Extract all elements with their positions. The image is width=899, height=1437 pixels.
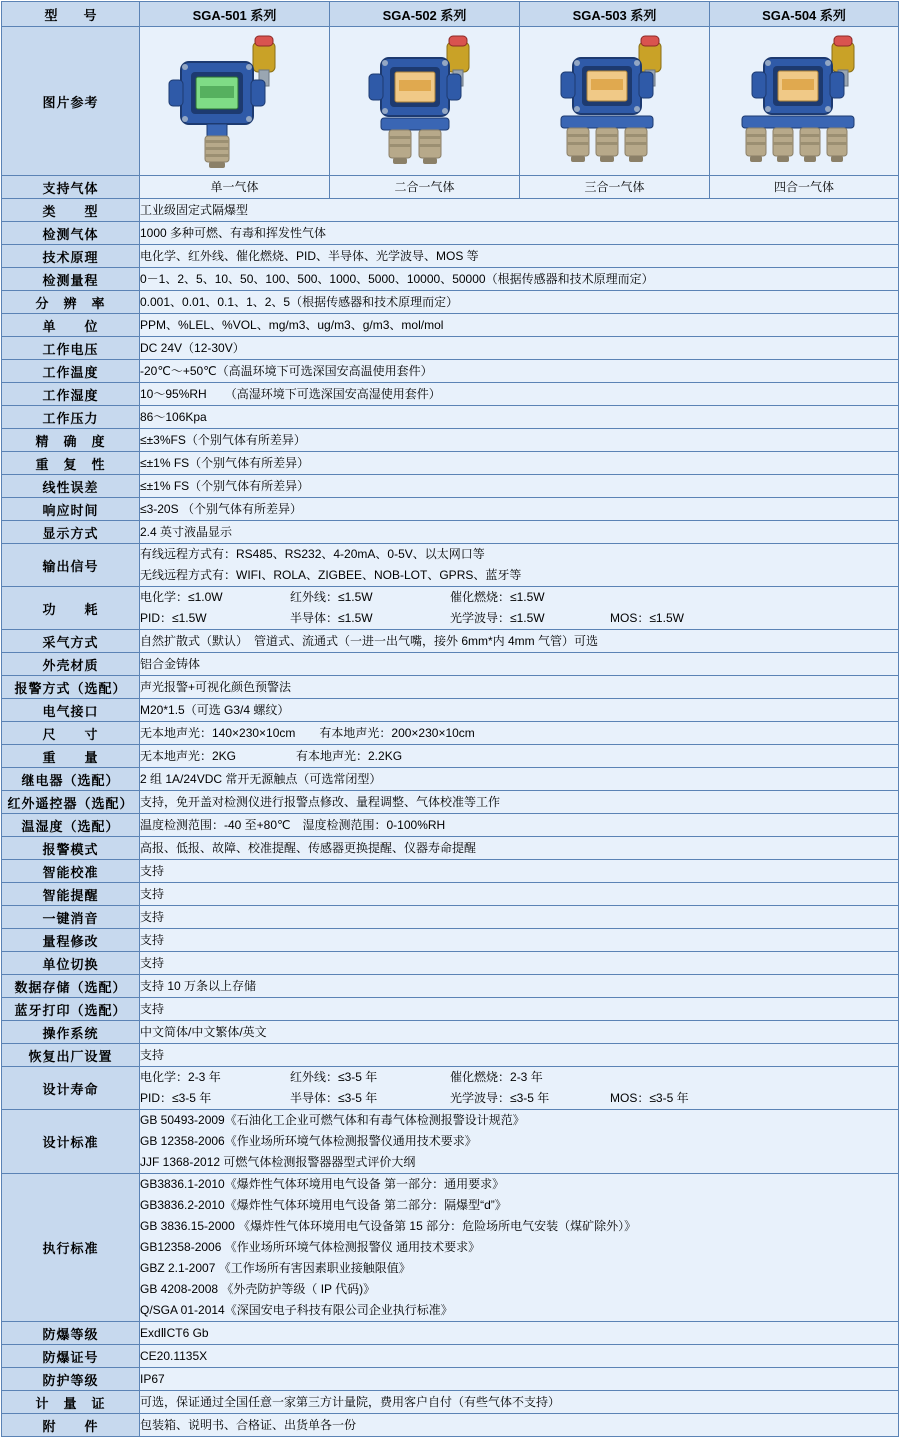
table-row-unit xyxy=(2,314,899,337)
table-row-range xyxy=(2,268,899,291)
row-label-output-signal: 输出信号 xyxy=(2,544,140,587)
row-label-image-reference: 图片参考 xyxy=(2,27,140,176)
row-value-ex-rating: ExdⅡCT6 Gb xyxy=(140,1322,899,1345)
row-label-ip-rating: 防护等级 xyxy=(2,1368,140,1391)
device-image-cell-2 xyxy=(330,27,520,176)
exec-standard-line-6: GB 4208-2008 《外壳防护等级（ IP 代码)》 xyxy=(140,1282,376,1296)
row-value-ip-rating: IP67 xyxy=(140,1368,899,1391)
row-label-design-standard: 设计标准 xyxy=(2,1110,140,1174)
row-value-bluetooth-print: 支持 xyxy=(140,998,899,1021)
table-row-type xyxy=(2,199,899,222)
table-row-response-time xyxy=(2,498,899,521)
table-row-relay xyxy=(2,768,899,791)
row-label-bluetooth-print: 蓝牙打印（选配） xyxy=(2,998,140,1021)
table-row-ex-rating xyxy=(2,1322,899,1345)
row-value-smart-calibration: 支持 xyxy=(140,860,899,883)
table-row-alarm-modes xyxy=(2,837,899,860)
exec-standard-line-1: GB3836.1-2010《爆炸性气体环境用电气设备 第一部分：通用要求》 xyxy=(140,1177,505,1191)
device-image-cell-1 xyxy=(140,27,330,176)
row-value-response-time: ≤3-20S （个别气体有所差异） xyxy=(140,498,899,521)
output-signal-wireless: 无线远程方式有：WIFI、ROLA、ZIGBEE、NOB-LOT、GPRS、蓝牙等 xyxy=(140,568,522,582)
row-label-pressure: 工作压力 xyxy=(2,406,140,429)
row-label-humidity: 工作湿度 xyxy=(2,383,140,406)
table-row-detect-gas xyxy=(2,222,899,245)
row-label-unit: 单 位 xyxy=(2,314,140,337)
table-row-bluetooth-print xyxy=(2,998,899,1021)
row-value-data-storage: 支持 10 万条以上存储 xyxy=(140,975,899,998)
row-value-range: 0－1、2、5、10、50、100、500、1000、5000、10000、50000（根据传感器和技术原理而定） xyxy=(140,268,899,291)
row-label-accessories: 附 件 xyxy=(2,1414,140,1437)
table-row-temperature xyxy=(2,360,899,383)
row-label-metrology-cert: 计 量 证 xyxy=(2,1391,140,1414)
table-row-temp-humidity-option xyxy=(2,814,899,837)
row-label-exec-standard: 执行标准 xyxy=(2,1174,140,1322)
row-value-relay: 2 组 1A/24VDC 常开无源触点（可选常闭型） xyxy=(140,768,899,791)
row-value-unit-switch: 支持 xyxy=(140,952,899,975)
row-label-unit-switch: 单位切换 xyxy=(2,952,140,975)
row-label-one-key-mute: 一键消音 xyxy=(2,906,140,929)
table-row-repeatability xyxy=(2,452,899,475)
row-value-power xyxy=(140,587,899,630)
row-label-accuracy: 精 确 度 xyxy=(2,429,140,452)
row-value-dimensions: 无本地声光：140×230×10cm 有本地声光：200×230×10cm xyxy=(140,722,899,745)
row-label-power: 功 耗 xyxy=(2,587,140,630)
table-row-dimensions xyxy=(2,722,899,745)
row-value-accessories: 包装箱、说明书、合格证、出货单各一份 xyxy=(140,1414,899,1437)
row-value-range-modify: 支持 xyxy=(140,929,899,952)
row-label-ex-cert: 防爆证号 xyxy=(2,1345,140,1368)
row-value-ir-remote: 支持，免开盖对检测仪进行报警点修改、量程调整、气体校准等工作 xyxy=(140,791,899,814)
gas-support-1: 单一气体 xyxy=(140,176,330,199)
row-label-model: 型 号 xyxy=(2,2,140,27)
model-502: SGA-502 系列 xyxy=(330,2,520,27)
design-standard-line-3: JJF 1368-2012 可燃气体检测报警器器型式评价大纲 xyxy=(140,1155,416,1169)
lifetime-optical-waveguide: 光学波导：≤3-5 年 xyxy=(450,1091,550,1105)
row-value-lifetime xyxy=(140,1067,899,1110)
row-value-detect-gas: 1000 多种可燃、有毒和挥发性气体 xyxy=(140,222,899,245)
table-row-sampling xyxy=(2,630,899,653)
row-value-temperature: -20℃～+50℃（高温环境下可选深国安高温使用套件） xyxy=(140,360,899,383)
table-row-pressure xyxy=(2,406,899,429)
exec-standard-line-3: GB 3836.15-2000 《爆炸性气体环境用电气设备第 15 部分：危险场所电气安装（煤矿除外）》 xyxy=(140,1219,637,1233)
power-catalytic: 催化燃烧：≤1.5W xyxy=(450,590,545,604)
row-value-shell-material: 铝合金铸体 xyxy=(140,653,899,676)
device-image-cell-3 xyxy=(520,27,710,176)
lifetime-echem: 电化学：2-3 年 xyxy=(140,1070,221,1084)
table-row-smart-reminder xyxy=(2,883,899,906)
row-label-resolution: 分 辨 率 xyxy=(2,291,140,314)
row-label-gas-support: 支持气体 xyxy=(2,176,140,199)
table-row-alarm-mode-option xyxy=(2,676,899,699)
model-503: SGA-503 系列 xyxy=(520,2,710,27)
row-value-display: 2.4 英寸液晶显示 xyxy=(140,521,899,544)
row-value-alarm-mode-option: 声光报警+可视化颜色预警法 xyxy=(140,676,899,699)
row-label-detect-gas: 检测气体 xyxy=(2,222,140,245)
row-label-smart-calibration: 智能校准 xyxy=(2,860,140,883)
row-value-pressure: 86～106Kpa xyxy=(140,406,899,429)
power-mos: MOS：≤1.5W xyxy=(610,611,684,625)
row-value-accuracy: ≤±3%FS（个别气体有所差异） xyxy=(140,429,899,452)
row-value-smart-reminder: 支持 xyxy=(140,883,899,906)
detector-3-probe-icon xyxy=(527,28,703,174)
row-label-alarm-modes: 报警模式 xyxy=(2,837,140,860)
table-row-one-key-mute xyxy=(2,906,899,929)
row-value-linearity: ≤±1% FS（个别气体有所差异） xyxy=(140,475,899,498)
table-row-voltage xyxy=(2,337,899,360)
table-row-weight xyxy=(2,745,899,768)
exec-standard-line-5: GBZ 2.1-2007 《工作场所有害因素职业接触限值》 xyxy=(140,1261,411,1275)
table-row-principle xyxy=(2,245,899,268)
row-label-os: 操作系统 xyxy=(2,1021,140,1044)
lifetime-pid: PID：≤3-5 年 xyxy=(140,1091,212,1105)
table-row-accuracy xyxy=(2,429,899,452)
row-value-factory-reset: 支持 xyxy=(140,1044,899,1067)
table-row-unit-switch xyxy=(2,952,899,975)
row-label-type: 类 型 xyxy=(2,199,140,222)
table-row-ex-cert xyxy=(2,1345,899,1368)
table-row-shell-material xyxy=(2,653,899,676)
lifetime-infrared: 红外线：≤3-5 年 xyxy=(290,1070,378,1084)
row-label-temp-humidity-option: 温湿度（选配） xyxy=(2,814,140,837)
design-standard-line-2: GB 12358-2006《作业场所环境气体检测报警仪通用技术要求》 xyxy=(140,1134,477,1148)
table-row-model-header xyxy=(2,2,899,27)
row-value-output-signal xyxy=(140,544,899,587)
row-label-weight: 重 量 xyxy=(2,745,140,768)
table-row-design-standard xyxy=(2,1110,899,1174)
table-row-humidity xyxy=(2,383,899,406)
power-semiconductor: 半导体：≤1.5W xyxy=(290,611,373,625)
row-label-voltage: 工作电压 xyxy=(2,337,140,360)
row-value-type: 工业级固定式隔爆型 xyxy=(140,199,899,222)
power-pid: PID：≤1.5W xyxy=(140,611,207,625)
row-label-range-modify: 量程修改 xyxy=(2,929,140,952)
row-value-alarm-modes: 高报、低报、故障、校准提醒、传感器更换提醒、仪器寿命提醒 xyxy=(140,837,899,860)
design-standard-line-1: GB 50493-2009《石油化工企业可燃气体和有毒气体检测报警设计规范》 xyxy=(140,1113,525,1127)
power-echem: 电化学：≤1.0W xyxy=(140,590,223,604)
row-value-sampling: 自然扩散式（默认） 管道式、流通式（一进一出气嘴，接外 6mm*内 4mm 气管）可选 xyxy=(140,630,899,653)
row-value-design-standard xyxy=(140,1110,899,1174)
model-501: SGA-501 系列 xyxy=(140,2,330,27)
row-label-relay: 继电器（选配） xyxy=(2,768,140,791)
table-row-range-modify xyxy=(2,929,899,952)
row-label-electrical-interface: 电气接口 xyxy=(2,699,140,722)
lifetime-catalytic: 催化燃烧：2-3 年 xyxy=(450,1070,543,1084)
row-label-ex-rating: 防爆等级 xyxy=(2,1322,140,1345)
row-value-resolution: 0.001、0.01、0.1、1、2、5（根据传感器和技术原理而定） xyxy=(140,291,899,314)
table-row-factory-reset xyxy=(2,1044,899,1067)
row-value-os: 中文简体/中文繁体/英文 xyxy=(140,1021,899,1044)
table-row-lifetime xyxy=(2,1067,899,1110)
table-row-electrical-interface xyxy=(2,699,899,722)
table-row-gas-support xyxy=(2,176,899,199)
table-row-resolution xyxy=(2,291,899,314)
table-row-ir-remote xyxy=(2,791,899,814)
table-row-ip-rating xyxy=(2,1368,899,1391)
row-label-principle: 技术原理 xyxy=(2,245,140,268)
row-label-range: 检测量程 xyxy=(2,268,140,291)
row-label-smart-reminder: 智能提醒 xyxy=(2,883,140,906)
row-value-repeatability: ≤±1% FS（个别气体有所差异） xyxy=(140,452,899,475)
exec-standard-line-7: Q/SGA 01-2014《深国安电子科技有限公司企业执行标准》 xyxy=(140,1303,453,1317)
row-label-ir-remote: 红外遥控器（选配） xyxy=(2,791,140,814)
power-infrared: 红外线：≤1.5W xyxy=(290,590,373,604)
row-value-one-key-mute: 支持 xyxy=(140,906,899,929)
row-value-metrology-cert: 可选，保证通过全国任意一家第三方计量院，费用客户自付（有些气体不支持） xyxy=(140,1391,899,1414)
gas-support-4: 四合一气体 xyxy=(710,176,899,199)
model-504: SGA-504 系列 xyxy=(710,2,899,27)
row-label-dimensions: 尺 寸 xyxy=(2,722,140,745)
row-label-repeatability: 重 复 性 xyxy=(2,452,140,475)
specification-table xyxy=(1,1,899,1437)
gas-support-2: 二合一气体 xyxy=(330,176,520,199)
detector-4-probe-icon xyxy=(716,28,892,174)
exec-standard-line-2: GB3836.2-2010《爆炸性气体环境用电气设备 第二部分：隔爆型“d”》 xyxy=(140,1198,507,1212)
spec-sheet-page xyxy=(0,1,899,1434)
row-value-humidity: 10～95%RH （高湿环境下可选深国安高湿使用套件） xyxy=(140,383,899,406)
row-label-lifetime: 设计寿命 xyxy=(2,1067,140,1110)
table-row-display xyxy=(2,521,899,544)
table-row-smart-calibration xyxy=(2,860,899,883)
exec-standard-line-4: GB12358-2006 《作业场所环境气体检测报警仪 通用技术要求》 xyxy=(140,1240,481,1254)
row-value-exec-standard xyxy=(140,1174,899,1322)
row-label-temperature: 工作温度 xyxy=(2,360,140,383)
detector-1-probe-icon xyxy=(147,28,323,174)
table-row-exec-standard xyxy=(2,1174,899,1322)
row-value-temp-humidity-option: 温度检测范围：-40 至+80℃ 湿度检测范围：0-100%RH xyxy=(140,814,899,837)
gas-support-3: 三合一气体 xyxy=(520,176,710,199)
row-value-voltage: DC 24V（12-30V） xyxy=(140,337,899,360)
output-signal-wired: 有线远程方式有：RS485、RS232、4-20mA、0-5V、以太网口等 xyxy=(140,547,485,561)
table-row-accessories xyxy=(2,1414,899,1437)
row-value-unit: PPM、%LEL、%VOL、mg/m3、ug/m3、g/m3、mol/mol xyxy=(140,314,899,337)
power-optical-waveguide: 光学波导：≤1.5W xyxy=(450,611,545,625)
row-value-weight: 无本地声光：2KG 有本地声光：2.2KG xyxy=(140,745,899,768)
row-value-principle: 电化学、红外线、催化燃烧、PID、半导体、光学波导、MOS 等 xyxy=(140,245,899,268)
row-label-alarm-mode-option: 报警方式（选配） xyxy=(2,676,140,699)
row-label-factory-reset: 恢复出厂设置 xyxy=(2,1044,140,1067)
row-label-sampling: 采气方式 xyxy=(2,630,140,653)
device-image-cell-4 xyxy=(710,27,899,176)
table-row-os xyxy=(2,1021,899,1044)
row-label-response-time: 响应时间 xyxy=(2,498,140,521)
row-label-data-storage: 数据存储（选配） xyxy=(2,975,140,998)
detector-2-probe-icon xyxy=(337,28,513,174)
table-row-metrology-cert xyxy=(2,1391,899,1414)
row-label-display: 显示方式 xyxy=(2,521,140,544)
table-row-images xyxy=(2,27,899,176)
table-row-output-signal xyxy=(2,544,899,587)
lifetime-mos: MOS：≤3-5 年 xyxy=(610,1091,689,1105)
row-label-shell-material: 外壳材质 xyxy=(2,653,140,676)
table-row-power xyxy=(2,587,899,630)
row-value-ex-cert: CE20.1135X xyxy=(140,1345,899,1368)
table-row-linearity xyxy=(2,475,899,498)
row-value-electrical-interface: M20*1.5（可选 G3/4 螺纹） xyxy=(140,699,899,722)
lifetime-semiconductor: 半导体：≤3-5 年 xyxy=(290,1091,378,1105)
row-label-linearity: 线性误差 xyxy=(2,475,140,498)
table-row-data-storage xyxy=(2,975,899,998)
